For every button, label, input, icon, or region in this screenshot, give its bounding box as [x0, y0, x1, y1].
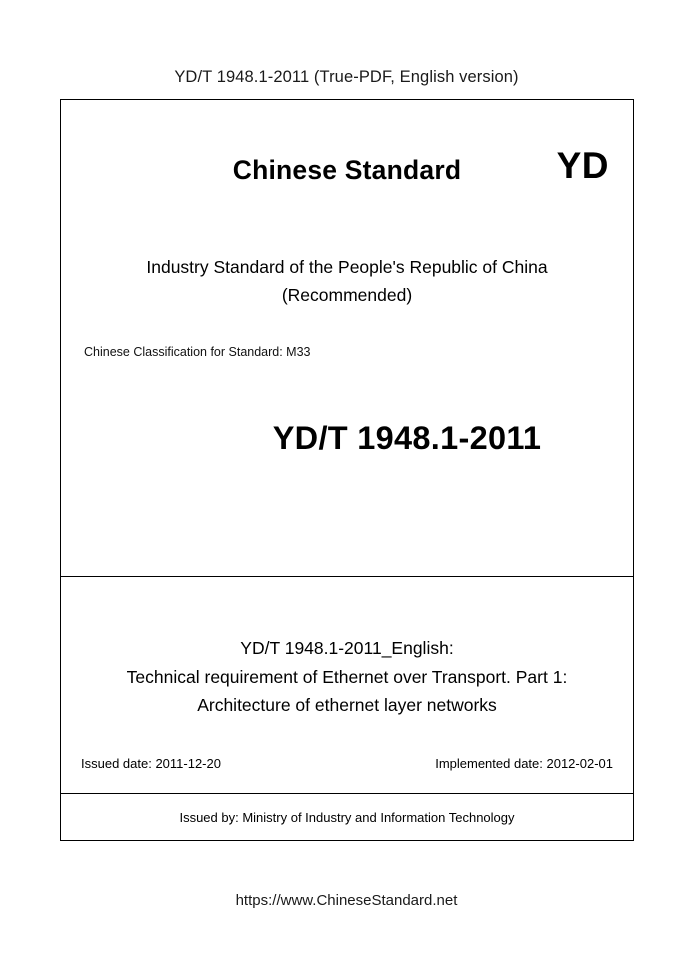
date-row	[61, 756, 633, 771]
issued-by: Issued by: Ministry of Industry and Information Technology	[179, 809, 515, 825]
cover-upper-section	[61, 100, 633, 577]
yd-logo: YD	[556, 145, 609, 186]
document-header-title: YD/T 1948.1-2011 (True-PDF, English version)	[174, 68, 519, 86]
classification-label: Chinese Classification for Standard: M33	[84, 345, 311, 359]
cover-subtitle-line-2: (Recommended)	[281, 285, 413, 305]
cover-lower-section	[61, 577, 633, 794]
standard-cover-box	[60, 99, 634, 841]
english-title-line-2: Technical requirement of Ethernet over Transport. Part 1:	[126, 666, 568, 687]
issued-date: Issued date: 2011-12-20	[81, 756, 221, 771]
english-title-line-1: YD/T 1948.1-2011_English:	[240, 638, 454, 658]
title-row	[61, 145, 633, 203]
cover-subtitle	[61, 253, 633, 309]
issuer-section	[61, 794, 633, 840]
standard-number: YD/T 1948.1-2011	[272, 420, 542, 456]
footer-url[interactable]: https://www.ChineseStandard.net	[235, 892, 458, 909]
cover-subtitle-line-1: Industry Standard of the People's Republic of China	[146, 257, 548, 277]
english-title	[61, 634, 633, 720]
english-title-line-3: Architecture of ethernet layer networks	[197, 695, 497, 715]
cover-main-title: Chinese Standard	[232, 155, 462, 185]
implemented-date: Implemented date: 2012-02-01	[435, 756, 613, 771]
